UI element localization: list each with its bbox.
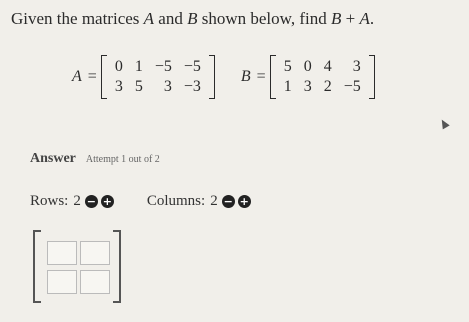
matrix-a-cell: 3	[114, 78, 123, 95]
matrix-a-row	[109, 57, 207, 77]
question-expr-b: B	[330, 9, 342, 28]
left-bracket	[33, 230, 41, 303]
columns-decrement-button[interactable]: −	[223, 195, 233, 208]
matrix-a-cell: 0	[114, 58, 123, 75]
rows-increment-button[interactable]: +	[102, 195, 112, 208]
answer-header	[30, 151, 160, 167]
dimension-controls	[30, 193, 254, 210]
matrix-b-cell: 0	[303, 58, 312, 75]
matrix-a-cell: 1	[134, 58, 143, 75]
columns-value: 2	[210, 193, 218, 209]
question-plus: +	[341, 9, 360, 28]
matrix-a-cell: 3	[163, 78, 172, 95]
matrix-b-row	[278, 57, 367, 77]
matrix-a-cell: −5	[154, 58, 172, 75]
question-text	[11, 9, 374, 29]
question-end: .	[369, 9, 375, 28]
matrix-b-cell: −5	[343, 78, 361, 95]
rows-label: Rows:	[30, 193, 69, 209]
answer-cell-r1c2[interactable]	[80, 241, 110, 265]
question-prefix: Given the matrices	[11, 9, 144, 28]
matrix-b-cell: 1	[283, 78, 292, 95]
matrix-b-label: B	[240, 68, 251, 85]
answer-label: Answer	[30, 151, 76, 166]
question-var-a: A	[143, 9, 155, 28]
matrix-b	[270, 55, 375, 99]
matrix-a-label: A	[72, 68, 82, 85]
attempt-counter: Attempt 1 out of 2	[85, 154, 160, 165]
matrix-a-equals: =	[87, 68, 97, 85]
matrix-b-cell: 3	[352, 58, 361, 75]
question-middle: and	[154, 9, 188, 28]
matrix-b-cell: 4	[323, 58, 332, 75]
columns-increment-button[interactable]: +	[239, 195, 249, 208]
question-suffix: shown below, find	[197, 9, 331, 28]
answer-cell-r2c1[interactable]	[47, 270, 77, 294]
matrix-b-cell: 2	[323, 78, 332, 95]
matrix-a-cell: −5	[183, 58, 201, 75]
matrix-a-cell: −3	[183, 78, 201, 95]
matrices-display	[72, 55, 375, 99]
answer-cell-r2c2[interactable]	[80, 270, 110, 294]
matrix-b-cell: 5	[283, 58, 292, 75]
matrix-a	[101, 55, 215, 99]
mouse-cursor-icon	[438, 118, 449, 130]
matrix-a-cell: 5	[134, 78, 143, 95]
rows-decrement-button[interactable]: −	[86, 195, 96, 208]
matrix-b-equals: =	[256, 68, 266, 85]
columns-label: Columns:	[146, 193, 206, 209]
right-bracket	[113, 230, 121, 303]
answer-matrix-input	[33, 230, 121, 303]
matrix-b-cell: 3	[303, 78, 312, 95]
rows-value: 2	[73, 193, 81, 209]
question-var-b: B	[187, 9, 198, 28]
question-expr-a: A	[359, 9, 370, 28]
answer-cell-r1c1[interactable]	[47, 241, 77, 265]
matrix-b-row	[278, 77, 367, 97]
matrix-a-row	[109, 77, 207, 97]
